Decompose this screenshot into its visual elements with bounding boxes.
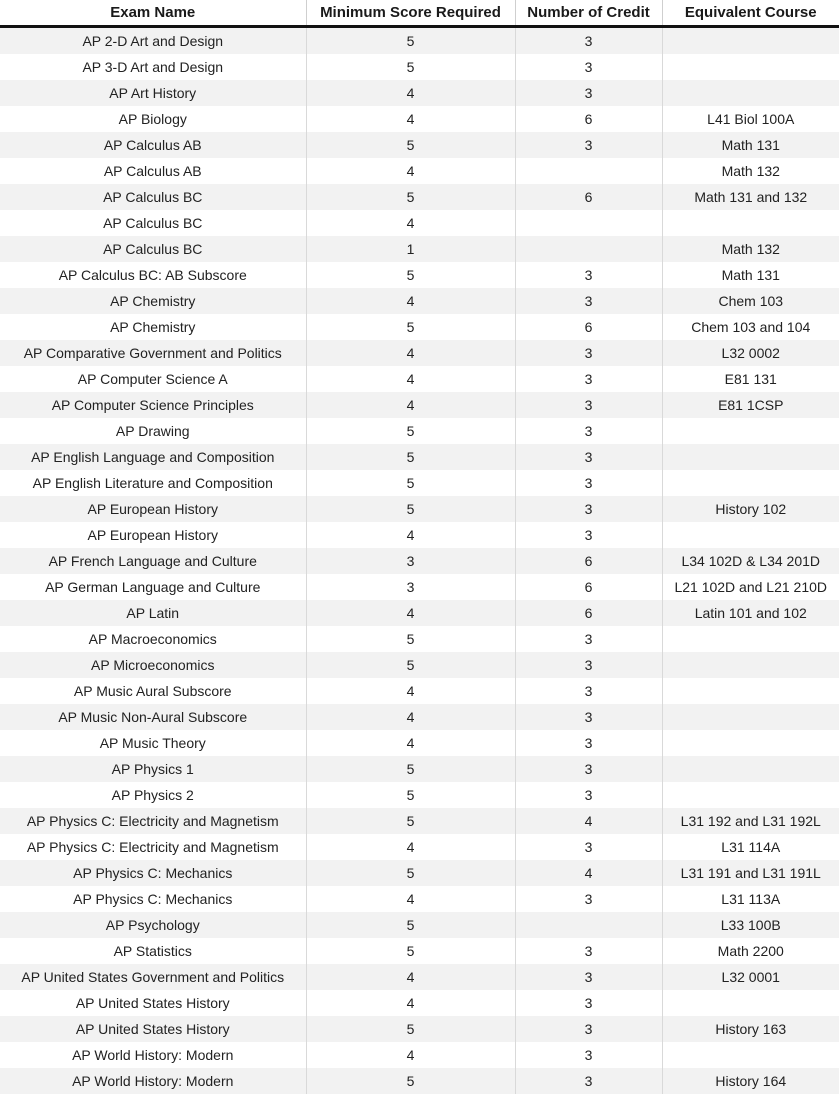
cell-exam-name: AP Physics 2 xyxy=(0,782,306,808)
cell-minimum-score: 5 xyxy=(306,470,515,496)
cell-equivalent-course: E81 131 xyxy=(662,366,839,392)
cell-equivalent-course xyxy=(662,730,839,756)
cell-equivalent-course: Chem 103 and 104 xyxy=(662,314,839,340)
cell-number-of-credit: 3 xyxy=(515,54,662,80)
cell-equivalent-course: Math 2200 xyxy=(662,938,839,964)
table-row xyxy=(0,106,839,132)
cell-minimum-score: 5 xyxy=(306,262,515,288)
table-row xyxy=(0,470,839,496)
cell-exam-name: AP English Literature and Composition xyxy=(0,470,306,496)
table-row xyxy=(0,626,839,652)
cell-number-of-credit: 3 xyxy=(515,730,662,756)
table-row xyxy=(0,54,839,80)
cell-number-of-credit: 3 xyxy=(515,1042,662,1068)
cell-number-of-credit: 6 xyxy=(515,106,662,132)
cell-number-of-credit: 3 xyxy=(515,990,662,1016)
cell-minimum-score: 1 xyxy=(306,236,515,262)
cell-number-of-credit: 3 xyxy=(515,444,662,470)
cell-exam-name: AP Comparative Government and Politics xyxy=(0,340,306,366)
table-row xyxy=(0,158,839,184)
cell-equivalent-course: Math 131 xyxy=(662,262,839,288)
cell-number-of-credit: 3 xyxy=(515,1068,662,1094)
cell-exam-name: AP French Language and Culture xyxy=(0,548,306,574)
cell-equivalent-course: L21 102D and L21 210D xyxy=(662,574,839,600)
cell-number-of-credit: 6 xyxy=(515,314,662,340)
cell-equivalent-course xyxy=(662,54,839,80)
cell-equivalent-course xyxy=(662,470,839,496)
cell-exam-name: AP Music Aural Subscore xyxy=(0,678,306,704)
table-row xyxy=(0,418,839,444)
cell-equivalent-course: L33 100B xyxy=(662,912,839,938)
table-row xyxy=(0,27,839,55)
cell-minimum-score: 5 xyxy=(306,132,515,158)
cell-exam-name: AP Computer Science A xyxy=(0,366,306,392)
cell-exam-name: AP Calculus AB xyxy=(0,158,306,184)
cell-minimum-score: 5 xyxy=(306,1016,515,1042)
cell-number-of-credit: 6 xyxy=(515,574,662,600)
cell-equivalent-course xyxy=(662,652,839,678)
cell-minimum-score: 5 xyxy=(306,496,515,522)
cell-exam-name: AP Computer Science Principles xyxy=(0,392,306,418)
header-equivalent-course: Equivalent Course xyxy=(662,0,839,27)
cell-number-of-credit: 3 xyxy=(515,964,662,990)
header-exam-name: Exam Name xyxy=(0,0,306,27)
cell-minimum-score: 5 xyxy=(306,1068,515,1094)
cell-number-of-credit: 3 xyxy=(515,1016,662,1042)
cell-exam-name: AP Macroeconomics xyxy=(0,626,306,652)
cell-number-of-credit xyxy=(515,236,662,262)
cell-minimum-score: 4 xyxy=(306,886,515,912)
cell-exam-name: AP Physics C: Mechanics xyxy=(0,860,306,886)
cell-minimum-score: 4 xyxy=(306,834,515,860)
table-body xyxy=(0,27,839,1094)
cell-minimum-score: 4 xyxy=(306,392,515,418)
cell-equivalent-course xyxy=(662,522,839,548)
table-row xyxy=(0,80,839,106)
cell-minimum-score: 5 xyxy=(306,27,515,55)
table-row xyxy=(0,1016,839,1042)
cell-equivalent-course: L32 0002 xyxy=(662,340,839,366)
cell-equivalent-course: History 164 xyxy=(662,1068,839,1094)
cell-number-of-credit: 3 xyxy=(515,418,662,444)
cell-equivalent-course: History 163 xyxy=(662,1016,839,1042)
cell-equivalent-course xyxy=(662,418,839,444)
table-row xyxy=(0,340,839,366)
cell-number-of-credit: 3 xyxy=(515,132,662,158)
table-row xyxy=(0,366,839,392)
cell-minimum-score: 3 xyxy=(306,574,515,600)
cell-equivalent-course: Math 131 and 132 xyxy=(662,184,839,210)
cell-minimum-score: 3 xyxy=(306,548,515,574)
cell-number-of-credit: 3 xyxy=(515,626,662,652)
cell-number-of-credit: 3 xyxy=(515,340,662,366)
cell-minimum-score: 4 xyxy=(306,158,515,184)
table-row xyxy=(0,444,839,470)
cell-number-of-credit: 3 xyxy=(515,782,662,808)
cell-exam-name: AP Drawing xyxy=(0,418,306,444)
cell-exam-name: AP Art History xyxy=(0,80,306,106)
cell-number-of-credit: 3 xyxy=(515,262,662,288)
cell-minimum-score: 5 xyxy=(306,782,515,808)
cell-exam-name: AP Calculus BC xyxy=(0,184,306,210)
cell-exam-name: AP German Language and Culture xyxy=(0,574,306,600)
table-row xyxy=(0,262,839,288)
cell-equivalent-course xyxy=(662,782,839,808)
cell-exam-name: AP Psychology xyxy=(0,912,306,938)
cell-minimum-score: 4 xyxy=(306,80,515,106)
cell-number-of-credit: 6 xyxy=(515,184,662,210)
cell-equivalent-course xyxy=(662,27,839,55)
cell-exam-name: AP 2-D Art and Design xyxy=(0,27,306,55)
cell-number-of-credit: 3 xyxy=(515,288,662,314)
cell-number-of-credit: 4 xyxy=(515,860,662,886)
cell-equivalent-course: L34 102D & L34 201D xyxy=(662,548,839,574)
table-row xyxy=(0,782,839,808)
cell-equivalent-course xyxy=(662,210,839,236)
table-row xyxy=(0,652,839,678)
header-number-of-credit: Number of Credit xyxy=(515,0,662,27)
table-row xyxy=(0,1068,839,1094)
cell-exam-name: AP Calculus BC xyxy=(0,210,306,236)
table-row xyxy=(0,314,839,340)
cell-minimum-score: 4 xyxy=(306,704,515,730)
table-row xyxy=(0,730,839,756)
cell-minimum-score: 5 xyxy=(306,860,515,886)
cell-exam-name: AP Physics 1 xyxy=(0,756,306,782)
cell-number-of-credit: 3 xyxy=(515,704,662,730)
table-row xyxy=(0,600,839,626)
cell-number-of-credit: 6 xyxy=(515,548,662,574)
cell-equivalent-course: L31 113A xyxy=(662,886,839,912)
cell-minimum-score: 5 xyxy=(306,54,515,80)
cell-equivalent-course: Math 132 xyxy=(662,236,839,262)
cell-equivalent-course xyxy=(662,990,839,1016)
cell-exam-name: AP 3-D Art and Design xyxy=(0,54,306,80)
cell-minimum-score: 5 xyxy=(306,444,515,470)
table-row xyxy=(0,860,839,886)
table-header xyxy=(0,0,839,27)
cell-number-of-credit: 3 xyxy=(515,496,662,522)
cell-exam-name: AP United States History xyxy=(0,990,306,1016)
cell-number-of-credit xyxy=(515,158,662,184)
table-row xyxy=(0,990,839,1016)
cell-exam-name: AP Physics C: Electricity and Magnetism xyxy=(0,834,306,860)
table-row xyxy=(0,210,839,236)
cell-exam-name: AP Calculus BC: AB Subscore xyxy=(0,262,306,288)
cell-exam-name: AP Chemistry xyxy=(0,288,306,314)
cell-equivalent-course: Math 131 xyxy=(662,132,839,158)
cell-number-of-credit xyxy=(515,912,662,938)
cell-equivalent-course: Math 132 xyxy=(662,158,839,184)
cell-exam-name: AP European History xyxy=(0,522,306,548)
table-row xyxy=(0,184,839,210)
cell-minimum-score: 5 xyxy=(306,418,515,444)
cell-number-of-credit: 3 xyxy=(515,27,662,55)
cell-exam-name: AP United States Government and Politics xyxy=(0,964,306,990)
cell-equivalent-course: L41 Biol 100A xyxy=(662,106,839,132)
cell-exam-name: AP Calculus BC xyxy=(0,236,306,262)
cell-number-of-credit: 3 xyxy=(515,886,662,912)
cell-number-of-credit: 3 xyxy=(515,392,662,418)
cell-number-of-credit: 3 xyxy=(515,834,662,860)
cell-minimum-score: 4 xyxy=(306,964,515,990)
cell-number-of-credit: 3 xyxy=(515,938,662,964)
cell-minimum-score: 4 xyxy=(306,210,515,236)
table-row xyxy=(0,288,839,314)
table-row xyxy=(0,938,839,964)
table-row xyxy=(0,756,839,782)
cell-minimum-score: 4 xyxy=(306,106,515,132)
cell-equivalent-course xyxy=(662,80,839,106)
cell-minimum-score: 4 xyxy=(306,1042,515,1068)
cell-minimum-score: 5 xyxy=(306,626,515,652)
cell-minimum-score: 4 xyxy=(306,678,515,704)
cell-exam-name: AP World History: Modern xyxy=(0,1042,306,1068)
cell-exam-name: AP English Language and Composition xyxy=(0,444,306,470)
table-row xyxy=(0,236,839,262)
table-row xyxy=(0,1042,839,1068)
table-row xyxy=(0,808,839,834)
cell-exam-name: AP Physics C: Mechanics xyxy=(0,886,306,912)
cell-equivalent-course: L31 191 and L31 191L xyxy=(662,860,839,886)
cell-exam-name: AP Statistics xyxy=(0,938,306,964)
cell-equivalent-course: History 102 xyxy=(662,496,839,522)
cell-minimum-score: 4 xyxy=(306,600,515,626)
table-row xyxy=(0,964,839,990)
cell-minimum-score: 4 xyxy=(306,366,515,392)
cell-exam-name: AP Microeconomics xyxy=(0,652,306,678)
cell-minimum-score: 5 xyxy=(306,808,515,834)
cell-number-of-credit: 3 xyxy=(515,470,662,496)
cell-number-of-credit xyxy=(515,210,662,236)
table-row xyxy=(0,834,839,860)
cell-exam-name: AP Chemistry xyxy=(0,314,306,340)
cell-exam-name: AP Music Non-Aural Subscore xyxy=(0,704,306,730)
cell-minimum-score: 5 xyxy=(306,756,515,782)
cell-minimum-score: 4 xyxy=(306,990,515,1016)
cell-minimum-score: 5 xyxy=(306,912,515,938)
cell-exam-name: AP World History: Modern xyxy=(0,1068,306,1094)
cell-exam-name: AP Physics C: Electricity and Magnetism xyxy=(0,808,306,834)
cell-exam-name: AP European History xyxy=(0,496,306,522)
cell-equivalent-course xyxy=(662,704,839,730)
cell-minimum-score: 5 xyxy=(306,314,515,340)
cell-exam-name: AP Music Theory xyxy=(0,730,306,756)
cell-equivalent-course xyxy=(662,756,839,782)
table-row xyxy=(0,912,839,938)
table-row xyxy=(0,522,839,548)
cell-minimum-score: 4 xyxy=(306,522,515,548)
header-minimum-score: Minimum Score Required xyxy=(306,0,515,27)
table-row xyxy=(0,548,839,574)
cell-equivalent-course xyxy=(662,678,839,704)
table-row xyxy=(0,574,839,600)
table-row xyxy=(0,132,839,158)
cell-number-of-credit: 3 xyxy=(515,80,662,106)
cell-equivalent-course xyxy=(662,444,839,470)
header-row xyxy=(0,0,839,27)
cell-number-of-credit: 4 xyxy=(515,808,662,834)
cell-equivalent-course: Chem 103 xyxy=(662,288,839,314)
table-row xyxy=(0,886,839,912)
cell-equivalent-course: L32 0001 xyxy=(662,964,839,990)
table-row xyxy=(0,678,839,704)
cell-exam-name: AP Calculus AB xyxy=(0,132,306,158)
cell-exam-name: AP Latin xyxy=(0,600,306,626)
cell-equivalent-course xyxy=(662,1042,839,1068)
cell-number-of-credit: 3 xyxy=(515,756,662,782)
cell-minimum-score: 4 xyxy=(306,340,515,366)
cell-minimum-score: 5 xyxy=(306,938,515,964)
cell-number-of-credit: 6 xyxy=(515,600,662,626)
cell-equivalent-course xyxy=(662,626,839,652)
cell-equivalent-course: Latin 101 and 102 xyxy=(662,600,839,626)
table-row xyxy=(0,704,839,730)
cell-number-of-credit: 3 xyxy=(515,366,662,392)
cell-minimum-score: 4 xyxy=(306,730,515,756)
table-row xyxy=(0,392,839,418)
cell-minimum-score: 4 xyxy=(306,288,515,314)
cell-equivalent-course: E81 1CSP xyxy=(662,392,839,418)
cell-minimum-score: 5 xyxy=(306,652,515,678)
table-row xyxy=(0,496,839,522)
cell-exam-name: AP United States History xyxy=(0,1016,306,1042)
cell-equivalent-course: L31 192 and L31 192L xyxy=(662,808,839,834)
cell-minimum-score: 5 xyxy=(306,184,515,210)
cell-number-of-credit: 3 xyxy=(515,678,662,704)
cell-number-of-credit: 3 xyxy=(515,652,662,678)
cell-equivalent-course: L31 114A xyxy=(662,834,839,860)
cell-number-of-credit: 3 xyxy=(515,522,662,548)
cell-exam-name: AP Biology xyxy=(0,106,306,132)
